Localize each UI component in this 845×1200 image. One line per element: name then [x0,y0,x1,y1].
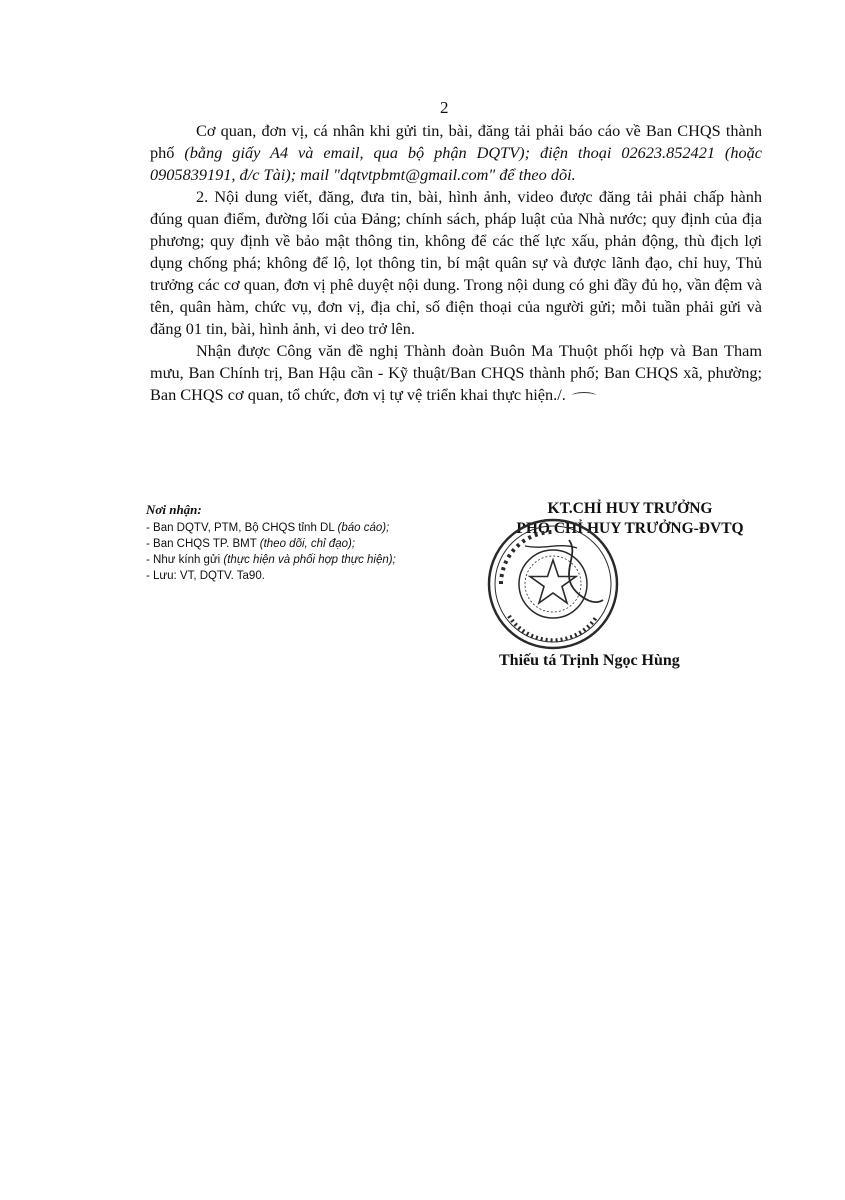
recipients-title: Nơi nhận: [146,502,202,517]
recipients-block [146,502,486,584]
recipient-note: (theo dõi, chỉ đạo); [259,538,356,550]
handwritten-mark-icon [570,389,598,403]
recipient-item [146,552,486,568]
paragraph-implementation-text: Nhận được Công văn đề nghị Thành đoàn Buôn Ma Thuột phối hợp và Ban Tham mưu, Ban Chính trị, Ban Hậu cần - Kỹ thuật/Ban CHQS thành phố; Ban CHQS xã, phường; Ban CHQS cơ quan, tổ chức, đơn vị tự vệ triển khai thực hiện./. [150,341,762,404]
recipient-text: - Như kính gửi [146,554,224,566]
page-number: 2 [440,98,449,117]
recipient-item [146,536,486,552]
recipient-item [146,568,486,584]
recipient-note: (báo cáo); [337,522,390,534]
recipient-text: - Lưu: VT, DQTV. Ta90. [146,570,265,582]
paragraph-reporting [150,120,762,186]
recipient-text: - Ban DQTV, PTM, Bộ CHQS tỉnh DL [146,522,338,534]
body-text [150,120,762,406]
paragraph-content-rules: 2. Nội dung viết, đăng, đưa tin, bài, hình ảnh, video được đăng tải phải chấp hành đúng quan điểm, đường lối của Đảng; chính sách, pháp luật của Nhà nước; quy định của địa phương; quy định về bảo mật thông tin, không để các thế lực xấu, phản động, thù địch lợi dụng chống phá; không để lộ, lọt thông tin, bí mật quân sự và được lãnh đạo, chỉ huy, Thủ trưởng các cơ quan, đơn vị phê duyệt nội dung. Trong nội dung có ghi đầy đủ họ, vần đệm và tên, quân hàm, chức vụ, đơn vị, địa chỉ, số điện thoại của người gửi; mỗi tuần phải gửi và đăng 01 tin, bài, hình ảnh, vi deo trở lên. [150,187,762,338]
recipient-item [146,520,486,536]
paragraph-reporting-contact: (bằng giấy A4 và email, qua bộ phận DQTV); điện thoại 02623.852421 (hoặc 0905839191, đ/c Tài); mail "dqtvtpbmt@gmail.com" để theo dõi. [150,143,762,184]
signer-name: Thiếu tá Trịnh Ngọc Hùng [499,652,680,669]
paragraph-implementation [150,340,762,406]
recipient-text: - Ban CHQS TP. BMT [146,538,260,550]
recipient-note: (thực hiện và phối hợp thực hiện); [223,554,396,566]
signature-role-line1: KT.CHỈ HUY TRƯỞNG [547,500,713,517]
signature-role-line2: PHÓ CHỈ HUY TRƯỞNG-ĐVTQ [516,520,744,537]
paragraph-reporting-main: Cơ quan, đơn vị, cá nhân khi gửi tin, bài, đăng tải phải báo cáo về Ban CHQS thành phố [150,121,762,162]
official-seal-icon [485,516,621,652]
